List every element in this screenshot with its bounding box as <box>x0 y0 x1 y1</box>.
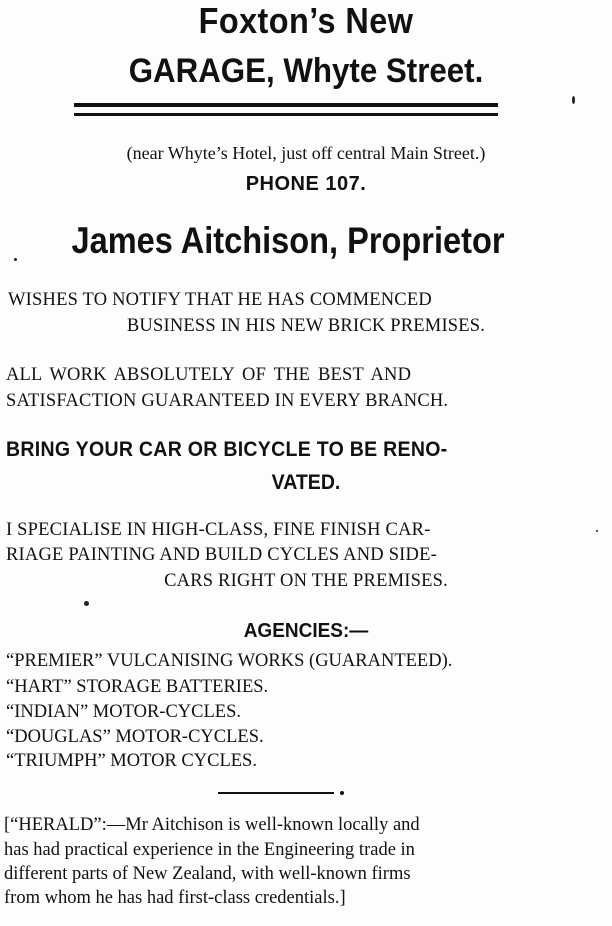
agency-item: “DOUGLAS” MOTOR-CYCLES. <box>6 727 264 747</box>
print-speck <box>84 601 89 606</box>
herald-line-4: from whom he has had first-class credentials.] <box>4 888 346 908</box>
notice-line-1: WISHES TO NOTIFY THAT HE HAS COMMENCED <box>8 290 432 310</box>
specialise-line-2: RIAGE PAINTING AND BUILD CYCLES AND SIDE- <box>6 545 437 565</box>
specialise-line-1: I SPECIALISE IN HIGH-CLASS, FINE FINISH CAR- <box>6 520 431 540</box>
divider-dot <box>340 791 344 795</box>
print-speck <box>596 530 598 532</box>
print-speck <box>14 258 17 261</box>
notice-line-2: BUSINESS IN HIS NEW BRICK PREMISES. <box>126 316 486 336</box>
agency-item: “HART” STORAGE BATTERIES. <box>6 677 269 697</box>
phone-line: PHONE 107. <box>245 173 367 195</box>
herald-line-1: [“HERALD”:—Mr Aitchison is well-known locally and <box>4 815 420 835</box>
heading-line-2: GARAGE, Whyte Street. <box>128 52 484 90</box>
divider <box>74 113 498 116</box>
heading-line-1: Foxton’s New <box>198 0 414 41</box>
divider <box>74 103 498 107</box>
agency-item: “TRIUMPH” MOTOR CYCLES. <box>6 751 257 771</box>
bring-line-1: BRING YOUR CAR OR BICYCLE TO BE RENO- <box>6 438 448 461</box>
agencies-heading: AGENCIES:— <box>243 620 369 642</box>
specialise-line-3: CARS RIGHT ON THE PREMISES. <box>164 571 448 591</box>
agency-item: “INDIAN” MOTOR-CYCLES. <box>6 702 241 722</box>
work-line-2: SATISFACTION GUARANTEED IN EVERY BRANCH. <box>6 391 449 411</box>
print-speck <box>572 96 575 104</box>
work-line-1: ALL WORK ABSOLUTELY OF THE BEST AND <box>6 365 412 385</box>
divider <box>218 792 334 794</box>
agency-item: “PREMIER” VULCANISING WORKS (GUARANTEED). <box>6 651 453 671</box>
address-line: (near Whyte’s Hotel, just off central Main Street.) <box>126 143 486 163</box>
herald-line-2: has had practical experience in the Engineering trade in <box>4 840 415 860</box>
proprietor-heading: James Aitchison, Proprietor <box>71 220 505 261</box>
herald-line-3: different parts of New Zealand, with well-known firms <box>4 864 411 884</box>
bring-line-2: VATED. <box>271 471 341 494</box>
